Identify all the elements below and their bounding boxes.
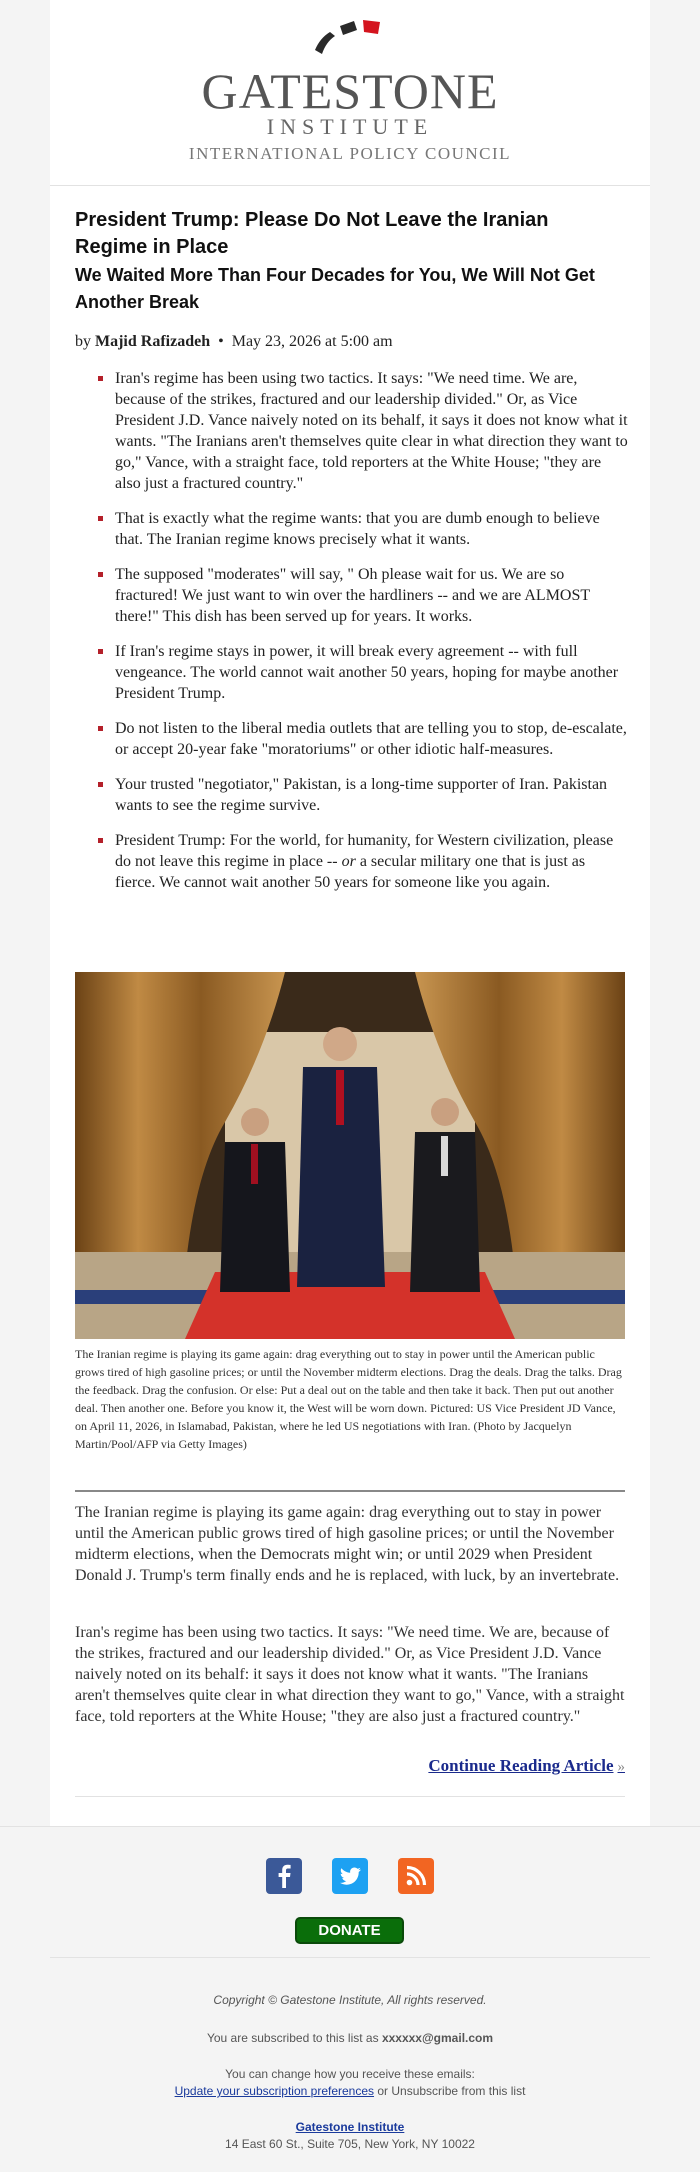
key-point-text: Iran's regime has been using two tactics. It says: "We need time. We are, because of the strikes, fractured and our leadership divided." Or, as Vice President J.D. Vance naively noted on its behalf, it says it does not know what it wants. "The Iranians aren't themselves quite clear in what direction they want to go," Vance, with a straight face, told reporters at the White House; "they are also just a fractured country.": [115, 370, 628, 492]
change-preferences-text: You can change how you receive these emails:: [225, 2067, 475, 2081]
key-point: [98, 641, 628, 704]
key-point-text: The supposed "moderates" will say, " Oh please wait for us. We are so fractured! We just want to win over the hardliners -- and we are ALMOST there!" This dish has been served up for years. It works.: [115, 566, 590, 625]
publish-date: May 23, 2026 at 5:00 am: [231, 333, 393, 350]
key-point-text: [115, 832, 613, 891]
author-name[interactable]: Majid Rafizadeh: [95, 333, 211, 350]
org-line: [0, 2119, 700, 2136]
bullet-marker: [98, 376, 103, 381]
divider: [50, 185, 650, 186]
twitter-icon[interactable]: [332, 1858, 368, 1894]
byline-by: by: [75, 333, 91, 350]
bullet-marker: [98, 649, 103, 654]
logo-institute: INSTITUTE: [266, 114, 434, 139]
key-point-text-part: President Trump: For the world, for humanity, for Western civilization, please do not leave this regime in place --: [115, 832, 614, 870]
logo-arc-middle: [340, 21, 357, 35]
key-point: [98, 830, 628, 893]
key-point-text: Your trusted "negotiator," Pakistan, is a long-time supporter of Iran. Pakistan wants to see the regime survive.: [115, 776, 608, 814]
bullet-marker: [98, 516, 103, 521]
key-point-text-part: a secular military one that is just as fierce. We cannot wait another 50 years for someone like you again.: [115, 853, 586, 891]
article-photo[interactable]: [75, 972, 625, 1339]
logo-name: GATESTONE: [201, 63, 499, 119]
logo-arc-left: [315, 32, 335, 54]
divider: [50, 1957, 650, 1958]
facebook-icon[interactable]: [266, 1858, 302, 1894]
update-preferences-link[interactable]: Update your subscription preferences: [174, 2084, 375, 2098]
email-card: [50, 0, 650, 1826]
byline: [75, 331, 393, 353]
key-point-text: Do not listen to the liberal media outlets that are telling you to stop, de-escalate, or accept 20-year fake "moratoriums" or other idiotic half-measures.: [115, 720, 627, 758]
divider: [0, 1826, 700, 1827]
continue-reading-label: Continue Reading Article: [428, 1756, 614, 1775]
bullet-marker: [98, 838, 103, 843]
byline-separator: •: [218, 333, 224, 350]
subscription-notice: [0, 2030, 700, 2047]
article-subtitle: We Waited More Than Four Decades for You, We Will Not Get Another Break: [75, 265, 595, 312]
rss-icon[interactable]: [398, 1858, 434, 1894]
body-paragraph: The Iranian regime is playing its game again: drag everything out to stay in power until the American public grows tired of high gasoline prices; or until the November midterm elections, when the Democrats might win; or until 2029 when President Donald J. Trump's term finally ends and he is replaced, with luck, by an invertebrate.: [75, 1504, 620, 1584]
copyright-text: Copyright © Gatestone Institute, All rights reserved.: [213, 1993, 487, 2007]
subscription-prefix: You are subscribed to this list as: [206, 2031, 382, 2045]
key-points-list: [98, 368, 628, 907]
gatestone-logo[interactable]: [50, 0, 650, 185]
key-point-emphasis: or: [341, 853, 356, 870]
key-point: [98, 508, 628, 550]
subscriber-email: xxxxxx@gmail.com: [381, 2031, 494, 2045]
key-point: [98, 774, 628, 816]
logo-tagline: INTERNATIONAL POLICY COUNCIL: [188, 144, 512, 163]
continue-arrow-icon: »: [617, 1759, 625, 1775]
key-point-text: That is exactly what the regime wants: that you are dumb enough to believe that. The Iranian regime knows precisely what it wants.: [115, 510, 600, 548]
photo-caption: The Iranian regime is playing its game again: drag everything out to stay in power until the American public grows tired of high gasoline prices; or until the November midterm elections. Drag the deals. Drag the talks. Drag the feedback. Drag the confusion. Or else: Put a deal out on the table and then take it back. Then put out another deal. Then another one. Before you know it, the West will be worn down. Pictured: US Vice President JD Vance, on April 11, 2026, in Islamabad, Pakistan, where he led US negotiations with Iran. (Photo by Jacquelyn Martin/Pool/AFP via Getty Images): [75, 1347, 622, 1451]
bullet-marker: [98, 572, 103, 577]
postal-address: 14 East 60 St., Suite 705, New York, NY 10022: [225, 2137, 475, 2151]
key-point: [98, 718, 628, 760]
preferences-line: [0, 2083, 700, 2100]
unsubscribe-text[interactable]: or Unsubscribe from this list: [374, 2084, 526, 2098]
body-paragraph: Iran's regime has been using two tactics. It says: "We need time. We are, because of the strikes, fractured and our leadership divided." Or, as Vice President J.D. Vance naively noted on its behalf: it says it does not know what it wants. "The Iranians aren't themselves quite clear in what direction they want to go," Vance, with a straight face, told reporters at the White House; "they are also just a fractured country.": [75, 1624, 625, 1725]
key-point-text: If Iran's regime stays in power, it will break every agreement -- with full vengeance. The world cannot wait another 50 years, hoping for maybe another President Trump.: [115, 643, 619, 702]
gatestone-link[interactable]: Gatestone Institute: [295, 2120, 405, 2134]
bullet-marker: [98, 782, 103, 787]
bullet-marker: [98, 726, 103, 731]
key-point: [98, 368, 628, 494]
logo-red-mark: [363, 20, 380, 34]
continue-reading-link[interactable]: [428, 1756, 625, 1776]
caption-divider: [75, 1490, 625, 1492]
donate-button[interactable]: DONATE: [295, 1917, 404, 1944]
article-title[interactable]: President Trump: Please Do Not Leave the Iranian Regime in Place: [75, 209, 549, 258]
key-point: [98, 564, 628, 627]
divider: [75, 1796, 625, 1797]
